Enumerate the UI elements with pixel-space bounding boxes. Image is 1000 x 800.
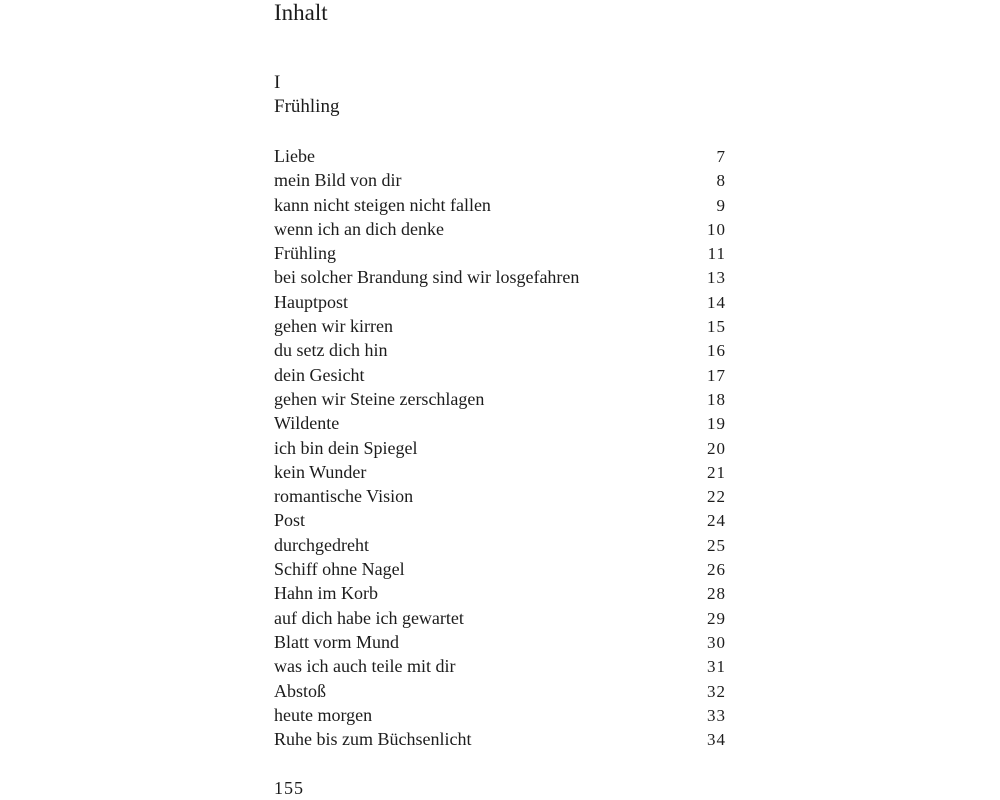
toc-entry xyxy=(274,484,726,508)
toc-entry xyxy=(274,436,726,460)
toc-entry-title: mein Bild von dir xyxy=(274,170,402,191)
section-numeral: I xyxy=(274,72,281,93)
toc-entry xyxy=(274,679,726,703)
toc-entry xyxy=(274,533,726,557)
toc-entry xyxy=(274,630,726,654)
toc-entry-title: ich bin dein Spiegel xyxy=(274,437,418,458)
toc-entry-page: 34 xyxy=(707,730,726,750)
toc-entry-title: Liebe xyxy=(274,146,315,166)
toc-entry xyxy=(274,581,726,605)
toc-entry xyxy=(274,508,726,532)
toc-entry-page: 9 xyxy=(716,195,726,215)
toc-entry-title: Abstoß xyxy=(274,680,327,701)
toc-entry-title: Blatt vorm Mund xyxy=(274,631,399,652)
toc-entry-page: 30 xyxy=(707,632,726,652)
toc-entry xyxy=(274,727,726,751)
toc-entry-page: 8 xyxy=(716,171,726,191)
toc-entry xyxy=(274,654,726,678)
toc-entry xyxy=(274,703,726,727)
toc-entry-page: 32 xyxy=(707,681,726,701)
toc-entry-title: du setz dich hin xyxy=(274,340,388,361)
toc-entry-page: 25 xyxy=(707,535,726,555)
toc-entry xyxy=(274,193,726,217)
toc-entry xyxy=(274,557,726,581)
toc-entry-page: 22 xyxy=(707,487,726,507)
book-page xyxy=(274,0,726,800)
toc-entry-title: wenn ich an dich denke xyxy=(274,218,444,239)
table-of-contents xyxy=(274,144,726,751)
section-title: Frühling xyxy=(274,96,340,117)
toc-entry-title: durchgedreht xyxy=(274,534,369,555)
toc-entry-title: kein Wunder xyxy=(274,461,367,482)
toc-entry xyxy=(274,168,726,192)
toc-entry-page: 16 xyxy=(707,341,726,361)
toc-entry-title: gehen wir Steine zerschlagen xyxy=(274,388,485,409)
toc-entry-page: 19 xyxy=(707,414,726,434)
toc-entry xyxy=(274,314,726,338)
toc-entry xyxy=(274,217,726,241)
toc-entry-title: romantische Vision xyxy=(274,486,414,507)
toc-entry-page: 26 xyxy=(707,560,726,580)
toc-entry-page: 15 xyxy=(707,317,726,337)
toc-entry-title: gehen wir kirren xyxy=(274,316,393,337)
toc-entry xyxy=(274,606,726,630)
toc-entry-page: 20 xyxy=(707,438,726,458)
toc-entry-title: Frühling xyxy=(274,243,337,264)
toc-entry xyxy=(274,265,726,289)
toc-entry-page: 33 xyxy=(707,705,726,725)
toc-entry xyxy=(274,460,726,484)
toc-entry-page: 31 xyxy=(707,657,726,677)
toc-entry-title: Hauptpost xyxy=(274,291,348,312)
toc-entry-page: 28 xyxy=(707,584,726,604)
toc-entry-title: was ich auch teile mit dir xyxy=(274,656,456,677)
toc-entry-page: 18 xyxy=(707,389,726,409)
toc-entry-title: Hahn im Korb xyxy=(274,583,378,604)
toc-entry-page: 17 xyxy=(707,365,726,385)
toc-entry-title: dein Gesicht xyxy=(274,364,365,385)
toc-entry xyxy=(274,290,726,314)
toc-entry xyxy=(274,241,726,265)
toc-entry-title: Wildente xyxy=(274,413,340,434)
toc-entry-page: 10 xyxy=(707,219,726,239)
toc-entry xyxy=(274,144,726,168)
toc-entry-page: 14 xyxy=(707,292,726,312)
toc-entry-page: 13 xyxy=(707,268,726,288)
toc-entry-title: heute morgen xyxy=(274,704,373,725)
page-number: 155 xyxy=(274,778,304,798)
toc-entry xyxy=(274,387,726,411)
toc-entry-page: 11 xyxy=(707,244,726,264)
toc-entry xyxy=(274,338,726,362)
toc-entry xyxy=(274,411,726,435)
toc-entry-page: 21 xyxy=(707,462,726,482)
toc-entry-title: bei solcher Brandung sind wir losgefahren xyxy=(274,267,580,288)
toc-entry-page: 29 xyxy=(707,608,726,628)
toc-entry-page: 24 xyxy=(707,511,726,531)
toc-entry-page: 7 xyxy=(716,147,726,166)
toc-entry-title: Ruhe bis zum Büchsenlicht xyxy=(274,729,472,750)
toc-entry-title: auf dich habe ich gewartet xyxy=(274,607,464,628)
toc-entry-title: kann nicht steigen nicht fallen xyxy=(274,194,491,215)
page-title: Inhalt xyxy=(274,0,328,25)
toc-entry-title: Schiff ohne Nagel xyxy=(274,559,405,580)
toc-entry-title: Post xyxy=(274,510,306,531)
toc-entry xyxy=(274,363,726,387)
